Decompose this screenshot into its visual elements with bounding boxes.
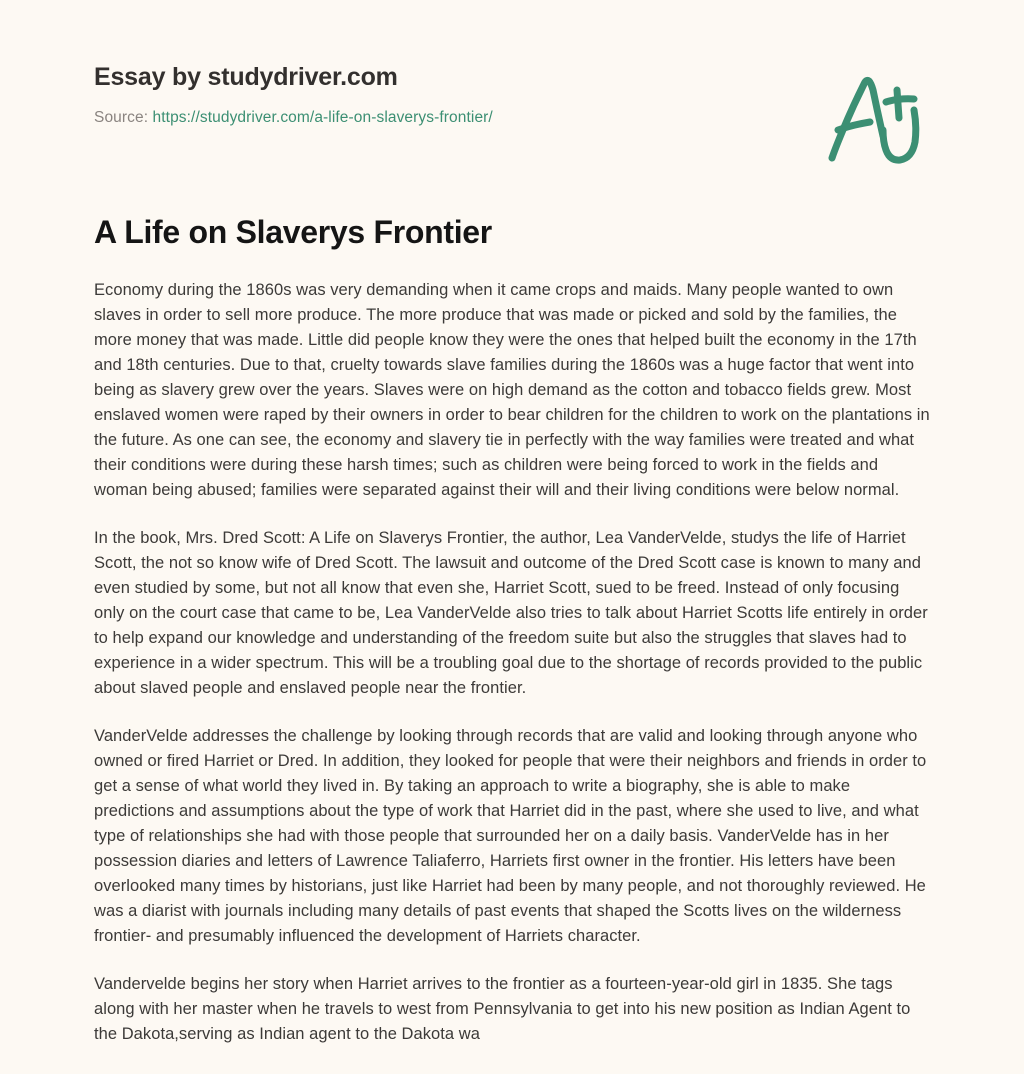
essay-paragraph: Vandervelde begins her story when Harriet arrives to the frontier as a fourteen-year-old girl in 1835. She tags along with her master when he travels to west from Pennsylvania to get into his new position as Indian Agent to the Dakota,serving as Indian agent to the Dakota wa — [94, 975, 911, 1044]
source-label: Source: — [94, 109, 149, 126]
site-title: Essay by studydriver.com — [94, 63, 398, 91]
page-header — [94, 0, 930, 128]
source-url-link[interactable]: https://studydriver.com/a-life-on-slaverys-frontier/ — [152, 109, 493, 126]
essay-paragraph: Economy during the 1860s was very demanding when it came crops and maids. Many people wanted to own slaves in order to sell more produce. The more produce that was made or picked and sold by the families, the more money that was made. Little did people know they were the ones that helped built the economy in the 17th and 18th centuries. Due to that, cruelty towards slave families during the 1860s was a huge factor that went into being as slavery grew over the years. Slaves were on high demand as the cotton and tobacco fields grew. Most enslaved women were raped by their owners in order to bear children for the children to work on the plantations in the future. As one can see, the economy and slavery tie in perfectly with the way families were treated and what their conditions were during these harsh times; such as children were being forced to work in the fields and woman being abused; families were separated against their will and their living conditions were below normal. — [94, 281, 930, 500]
essay-paragraph: In the book, Mrs. Dred Scott: A Life on Slaverys Frontier, the author, Lea VanderVelde, studys the life of Harriet Scott, the not so know wife of Dred Scott. The lawsuit and outcome of the Dred Scott case is known to many and even studied by some, but not all know that even she, Harriet Scott, sued to be freed. Instead of only focusing only on the court case that came to be, Lea VanderVelde also tries to talk about Harriet Scotts life entirely in order to help expand our knowledge and understanding of the freedom suite but also the struggles that slaves had to experience in a wider spectrum. This will be a troubling goal due to the shortage of records provided to the public about slaved people and enslaved people near the frontier. — [94, 529, 928, 698]
a-plus-logo-icon — [820, 72, 932, 168]
essay-paragraph: VanderVelde addresses the challenge by looking through records that are valid and looking through anyone who owned or fired Harriet or Dred. In addition, they looked for people that were their neighbors and friends in order to get a sense of what world they lived in. By taking an approach to write a biography, she is able to make predictions and assumptions about the type of work that Harriet did in the past, where she used to live, and what type of relationships she had with those people that surrounded her on a daily basis. VanderVelde has in her possession diaries and letters of Lawrence Taliaferro, Harriets first owner in the frontier. His letters have been overlooked many times by historians, just like Harriet had been by many people, and not thoroughly reviewed. He was a diarist with journals including many details of past events that shaped the Scotts lives on the wilderness frontier- and presumably influenced the development of Harriets character. — [94, 727, 927, 946]
essay-body — [94, 252, 930, 1047]
source-line — [94, 108, 930, 128]
essay-title: A Life on Slaverys Frontier — [94, 214, 492, 251]
